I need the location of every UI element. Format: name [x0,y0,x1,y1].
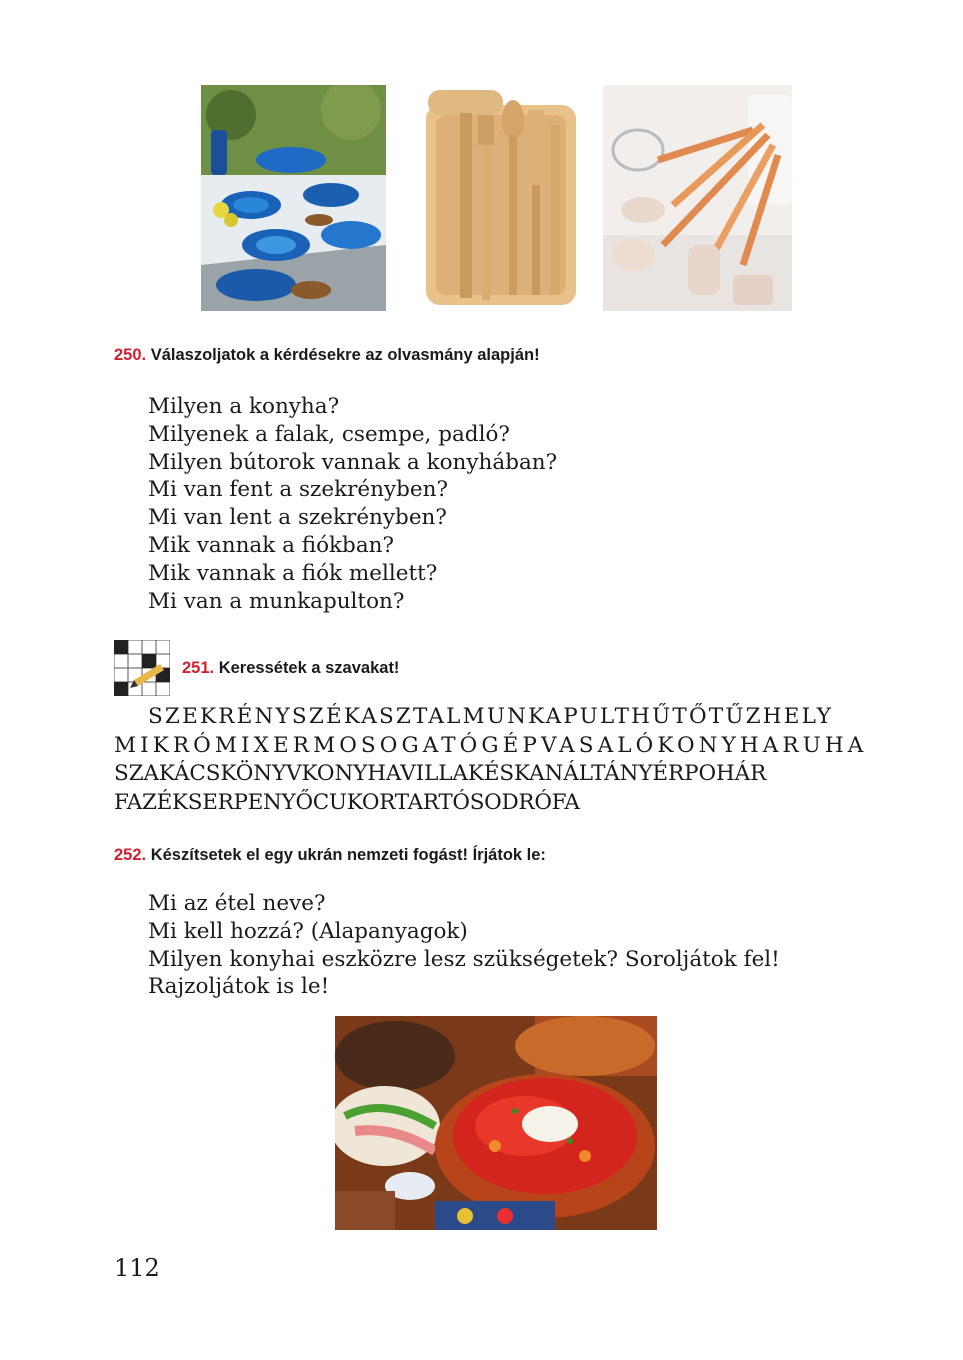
task-252-questions [148,890,780,1001]
question-line: Rajzoljátok is le! [148,974,330,1000]
question-line: Milyen a konyha? [148,394,340,419]
task-251-heading [182,659,399,678]
question-line: Mi van lent a szekrényben? [148,505,447,531]
task-instruction: Keressétek a szavakat! [218,659,400,677]
question-line: Milyenek a falak, csempe, padló? [148,421,510,447]
question-line: Mik vannak a fiók mellett? [148,560,438,586]
question-line: Mi kell hozzá? (Alapanyagok) [148,918,468,944]
blue-ceramic-dishes-photo [201,85,386,311]
crossword-pencil-icon [114,640,170,696]
letter-line: SZEKRÉNYSZÉKASZTALMUNKAPULTHŰTŐTŰZHELY [148,704,834,729]
question-line: Mi van a munkapulton? [148,588,405,614]
question-line: Milyen bútorok vannak a konyhában? [148,449,558,475]
task-number: 251. [182,659,215,677]
task-250-questions [148,393,557,615]
task-instruction: Készítsetek el egy ukrán nemzeti fogást! Írjátok le: [150,846,546,864]
task-instruction: Válaszoljatok a kérdésekre az olvasmány alapján! [150,346,540,364]
letter-line: MIKRÓMIXERMOSOGATÓGÉPVASALÓKONYHARUHA [114,732,868,758]
word-search-letters [114,703,880,817]
page-number: 112 [114,1254,160,1282]
task-number: 252. [114,846,147,864]
task-252-heading [114,846,546,865]
question-line: Mi van fent a szekrényben? [148,477,448,503]
task-number: 250. [114,346,147,364]
task-250-heading [114,346,540,365]
wooden-kitchen-utensils-photo [418,85,580,311]
question-line: Mik vannak a fiókban? [148,532,395,558]
borscht-dish-photo [335,1016,657,1230]
letter-line: SZAKÁCSKÖNYVKONYHAVILLAKÉSKANÁLTÁNYÉRPOHÁR [114,761,767,786]
question-line: Milyen konyhai eszközre lesz szükségetek? Soroljátok fel! [148,946,780,972]
letter-line: FAZÉKSERPENYŐCUKORTARTÓSODRÓFA [114,789,580,815]
silicone-kitchen-utensils-photo [603,85,792,311]
question-line: Mi az étel neve? [148,891,326,916]
